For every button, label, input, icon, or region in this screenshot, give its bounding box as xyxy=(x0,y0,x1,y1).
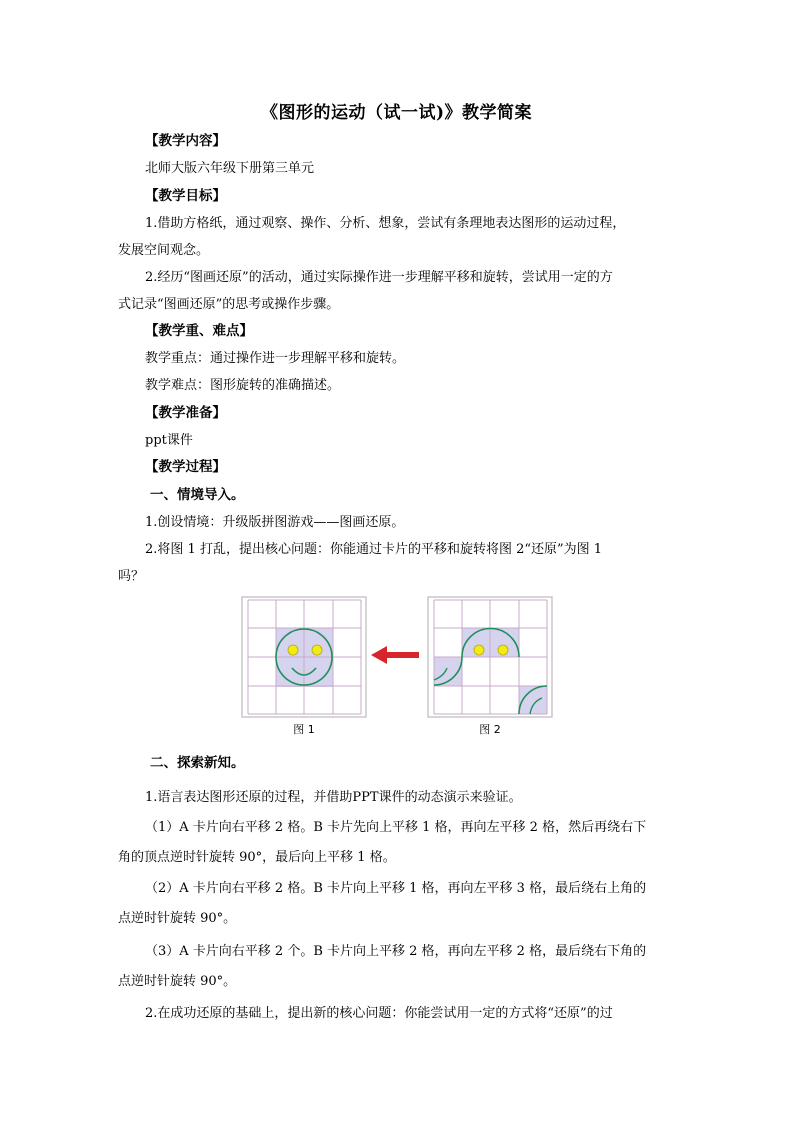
part2-heading: 二、探索新知。 xyxy=(150,755,245,771)
goal2-line2: 式记录“图画还原”的思考或操作步骤。 xyxy=(118,297,340,312)
difficult-point: 教学难点：图形旋转的准确描述。 xyxy=(145,378,341,393)
heading-content: 【教学内容】 xyxy=(145,133,226,149)
option3-line1: （3）A 卡片向右平移 2 个。B 卡片向上平移 2 格，再向左平移 2 格，最后绕右下角的 xyxy=(145,944,647,959)
option2-line2: 点逆时针旋转 90°。 xyxy=(118,911,237,926)
part1-item1: 1.创设情境：升级版拼图游戏——图画还原。 xyxy=(145,515,405,530)
option3-line2: 点逆时针旋转 90°。 xyxy=(118,974,237,989)
option2-line1: （2）A 卡片向右平移 2 格。B 卡片向上平移 1 格，再向左平移 3 格，最后绕右上角的 xyxy=(145,881,647,896)
heading-process: 【教学过程】 xyxy=(145,459,226,475)
red-arrow xyxy=(371,646,419,664)
goal2-line1: 2.经历“图画还原”的活动，通过实际操作进一步理解平移和旋转，尝试用一定的方 xyxy=(145,270,613,285)
part2-item1: 1.语言表达图形还原的过程，并借助PPT课件的动态演示来验证。 xyxy=(145,790,522,805)
figure2 xyxy=(428,597,552,717)
figure-puzzle xyxy=(241,596,553,738)
figure-svg xyxy=(241,596,553,718)
figure2-right-eye xyxy=(498,645,508,655)
part2-item2-line1: 2.在成功还原的基础上，提出新的核心问题：你能尝试用一定的方式将“还原”的过 xyxy=(145,1006,613,1021)
figure2-caption: 图 2 xyxy=(479,723,501,736)
option1-line2: 角的顶点逆时针旋转 90°，最后向上平移 1 格。 xyxy=(118,850,396,865)
preparation-text: ppt课件 xyxy=(145,433,193,448)
heading-preparation: 【教学准备】 xyxy=(145,405,226,421)
content-text: 北师大版六年级下册第三单元 xyxy=(145,161,315,176)
figure1 xyxy=(242,597,366,717)
figure2-left-eye xyxy=(474,645,484,655)
part1-heading: 一、情境导入。 xyxy=(150,487,245,503)
heading-goals: 【教学目标】 xyxy=(145,188,226,204)
key-point: 教学重点：通过操作进一步理解平移和旋转。 xyxy=(145,351,406,366)
option1-line1: （1）A 卡片向右平移 2 格。B 卡片先向上平移 1 格，再向左平移 2 格，然后再绕右下 xyxy=(145,820,647,835)
document-title: 《图形的运动（试一试)》教学简案 xyxy=(260,103,533,123)
goal1-line2: 发展空间观念。 xyxy=(118,243,210,258)
part1-item2-line2: 吗？ xyxy=(118,569,145,584)
right-eye xyxy=(312,645,322,655)
part1-item2-line1: 2.将图 1 打乱，提出核心问题：你能通过卡片的平移和旋转将图 2“还原”为图 1 xyxy=(145,542,603,557)
heading-key-points: 【教学重、难点】 xyxy=(145,323,253,339)
left-eye xyxy=(288,645,298,655)
goal1-line1: 1.借助方格纸，通过观察、操作、分析、想象，尝试有条理地表达图形的运动过程， xyxy=(145,216,626,231)
figure1-caption: 图 1 xyxy=(293,723,315,736)
